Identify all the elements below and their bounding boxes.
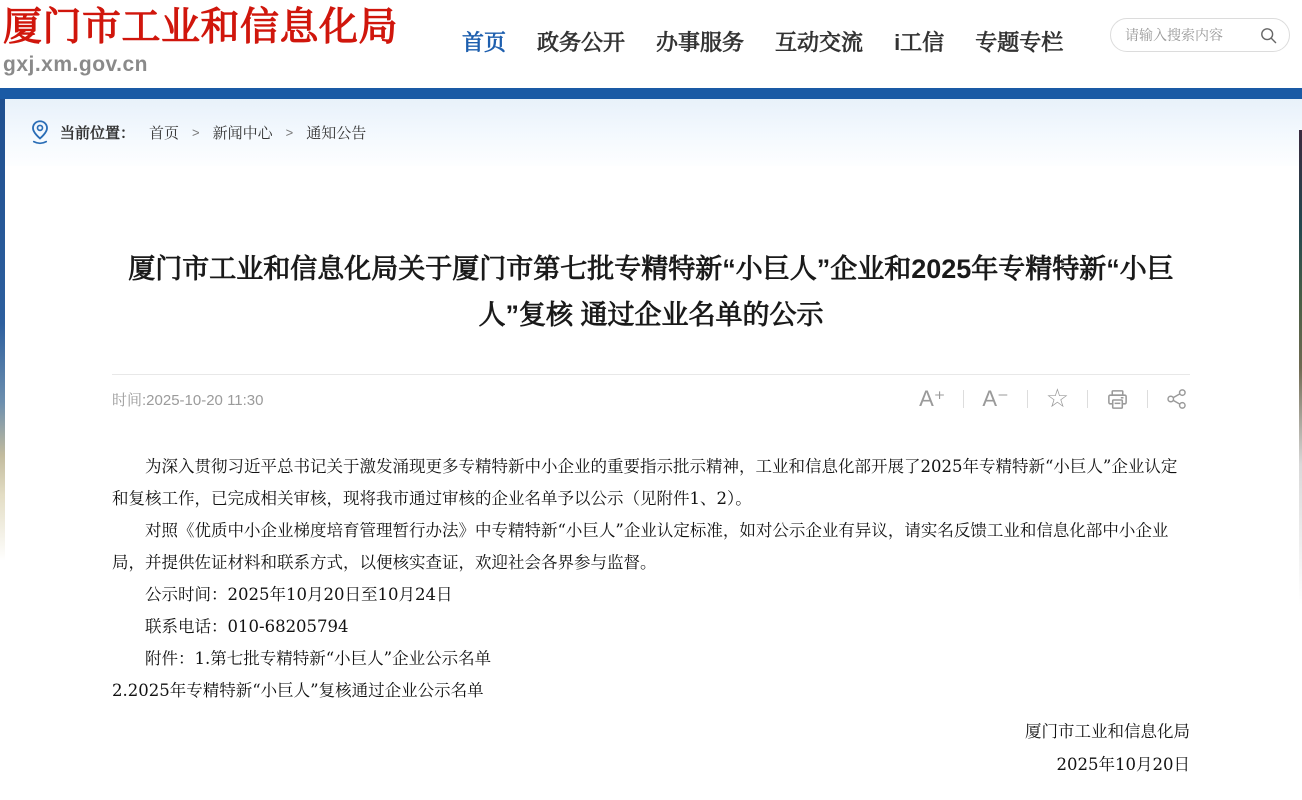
site-logo (0, 0, 462, 77)
nav-item-igongxin[interactable]: i工信 (894, 30, 945, 55)
header-divider-bar (0, 88, 1302, 99)
nav-item-gov-affairs[interactable]: 政务公开 (537, 30, 626, 55)
nav-item-services[interactable]: 办事服务 (656, 30, 745, 55)
paragraph: 为深入贯彻习近平总书记关于激发涌现更多专精特新中小企业的重要指示批示精神，工业和信息化部开展了2025年专精特新“小巨人”企业认定和复核工作，已完成相关审核，现将我市通过审核的企业名单予以公示（见附件1、2）。 (112, 457, 1178, 508)
favorite-star-icon[interactable]: ☆ (1045, 383, 1069, 413)
print-icon[interactable] (1104, 388, 1131, 411)
signature-date: 2025年10月20日 (1056, 755, 1190, 774)
article (0, 246, 1302, 781)
article-body (112, 451, 1190, 707)
font-increase-button[interactable]: A⁺ (919, 386, 946, 411)
publish-time: 时间:2025-10-20 11:30 (112, 391, 264, 409)
breadcrumb-item-notices[interactable]: 通知公告 (306, 125, 367, 142)
search-box[interactable] (1110, 18, 1290, 52)
nav-item-home[interactable]: 首页 (462, 30, 507, 55)
article-title: 厦门市工业和信息化局关于厦门市第七批专精特新“小巨人”企业和2025年专精特新“小巨人”复核 通过企业名单的公示 (128, 254, 1174, 330)
site-header (0, 0, 1302, 88)
toolbar-divider (1027, 390, 1028, 408)
paragraph-attachment-2: 2.2025年专精特新“小巨人”复核通过企业公示名单 (112, 681, 484, 700)
font-decrease-button[interactable]: A⁻ (982, 386, 1009, 411)
breadcrumb-item-home[interactable]: 首页 (149, 125, 180, 142)
toolbar-divider (1087, 390, 1088, 408)
nav-item-special-topics[interactable]: 专题专栏 (975, 30, 1064, 55)
site-domain: gxj.xm.gov.cn (3, 52, 148, 76)
signature-org: 厦门市工业和信息化局 (1025, 722, 1190, 741)
article-meta-row (112, 374, 1190, 411)
toolbar-divider (963, 390, 964, 408)
article-toolbar (917, 383, 1190, 413)
breadcrumb-label: 当前位置： (60, 125, 136, 142)
paragraph-contact-phone: 联系电话：010-68205794 (145, 617, 349, 636)
paragraph-attachment-1: 附件：1.第七批专精特新“小巨人”企业公示名单 (145, 649, 492, 668)
paragraph-publicity-period: 公示时间：2025年10月20日至10月24日 (145, 585, 453, 604)
article-signature (112, 715, 1190, 781)
breadcrumb-separator: > (285, 125, 294, 140)
location-pin-icon (30, 119, 50, 146)
page-edge-decoration-left (0, 99, 5, 759)
main-nav (462, 26, 1063, 57)
search-input[interactable] (1125, 27, 1260, 43)
search-icon[interactable] (1260, 27, 1277, 44)
site-logo-title[interactable]: 厦门市工业和信息化局 (3, 4, 399, 50)
breadcrumb-item-news-center[interactable]: 新闻中心 (212, 125, 273, 142)
breadcrumb (0, 99, 1302, 166)
toolbar-divider (1147, 390, 1148, 408)
nav-item-interaction[interactable]: 互动交流 (775, 30, 864, 55)
share-icon[interactable] (1164, 388, 1190, 410)
paragraph: 对照《优质中小企业梯度培育管理暂行办法》中专精特新“小巨人”企业认定标准，如对公示企业有异议，请实名反馈工业和信息化部中小企业局，并提供佐证材料和联系方式，以便核实查证，欢迎社会各界参与监督。 (112, 521, 1169, 572)
breadcrumb-separator: > (192, 125, 200, 140)
